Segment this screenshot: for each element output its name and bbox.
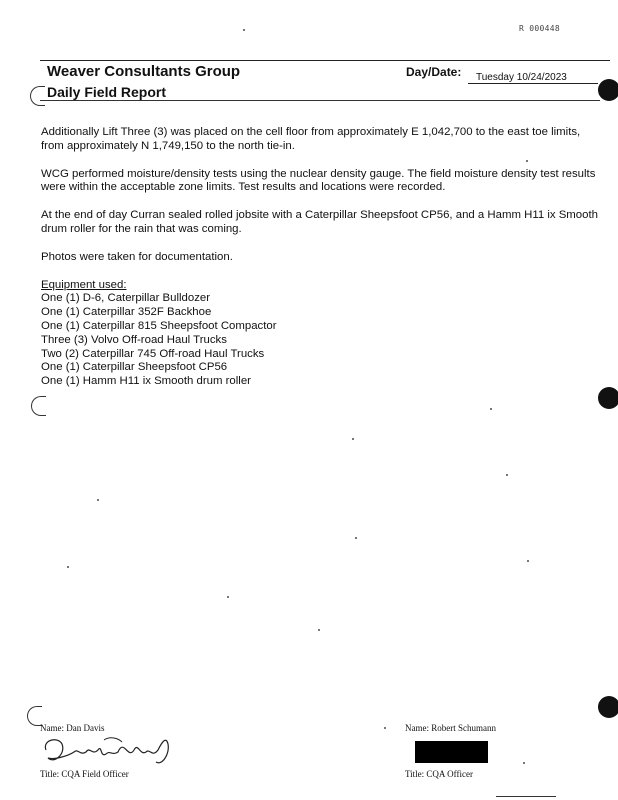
scan-speck [318,629,320,631]
punch-hole-top [598,79,618,101]
equipment-list [41,292,601,389]
paragraph: Photos were taken for documentation. [41,250,233,263]
list-item: Two (2) Caterpillar 745 Off-road Haul Trucks [41,347,265,360]
list-item: Three (3) Volvo Off-road Haul Trucks [41,333,227,346]
date-underline [468,83,598,84]
paragraph: Additionally Lift Three (3) was placed on the cell floor from approximately E 1,042,700 to the east toe limits, from approximately N 1,749,150 to the north tie-in. [41,126,581,152]
company-name: Weaver Consultants Group [47,63,241,80]
scan-speck [67,566,69,568]
bottom-stub-rule [496,796,556,797]
paragraph: WCG performed moisture/density tests using the nuclear density gauge. The field moisture density test results were within the acceptable zone limits. Test results and locations were recorded. [41,167,596,194]
scan-speck [97,499,99,501]
scan-bracket-top [30,86,45,106]
date-value: Tuesday 10/24/2023 [476,72,567,83]
scan-speck [506,474,508,476]
punch-hole-bottom [598,696,618,718]
scan-speck [227,596,229,598]
left-signer-name: Name: Dan Davis [40,723,105,733]
bates-number: R 000448 [519,24,560,33]
list-item: One (1) Caterpillar Sheepsfoot CP56 [41,361,228,374]
scan-speck [352,438,354,440]
paragraph: At the end of day Curran sealed rolled jobsite with a Caterpillar Sheepsfoot CP56, and a Hamm H11 ix Smooth drum roller for the rain that was coming. [41,209,598,235]
header-rule [40,100,600,101]
scan-speck [490,408,492,410]
punch-hole-middle [598,387,618,409]
scan-bracket-middle [31,396,46,416]
top-rule [40,60,610,61]
scan-speck [384,727,386,729]
handwritten-signature [40,730,185,770]
scan-speck [523,762,525,764]
scan-speck [243,29,245,31]
scan-speck [526,160,528,162]
equipment-heading: Equipment used: [41,278,127,291]
redaction-box [415,741,488,763]
left-signer-title: Title: CQA Field Officer [40,769,129,779]
scan-speck [527,560,529,562]
right-signer-title: Title: CQA Officer [405,769,474,779]
list-item: One (1) D-6, Caterpillar Bulldozer [41,292,211,305]
scan-speck [355,537,357,539]
equipment-section [41,279,601,389]
report-body [41,126,601,389]
report-title: Daily Field Report [47,84,167,100]
list-item: One (1) Caterpillar 815 Sheepsfoot Compactor [41,319,277,332]
list-item: One (1) Hamm H11 ix Smooth drum roller [41,375,251,388]
date-label: Day/Date: [406,65,462,79]
right-signer-name: Name: Robert Schumann [405,723,496,733]
list-item: One (1) Caterpillar 352F Backhoe [41,306,212,319]
